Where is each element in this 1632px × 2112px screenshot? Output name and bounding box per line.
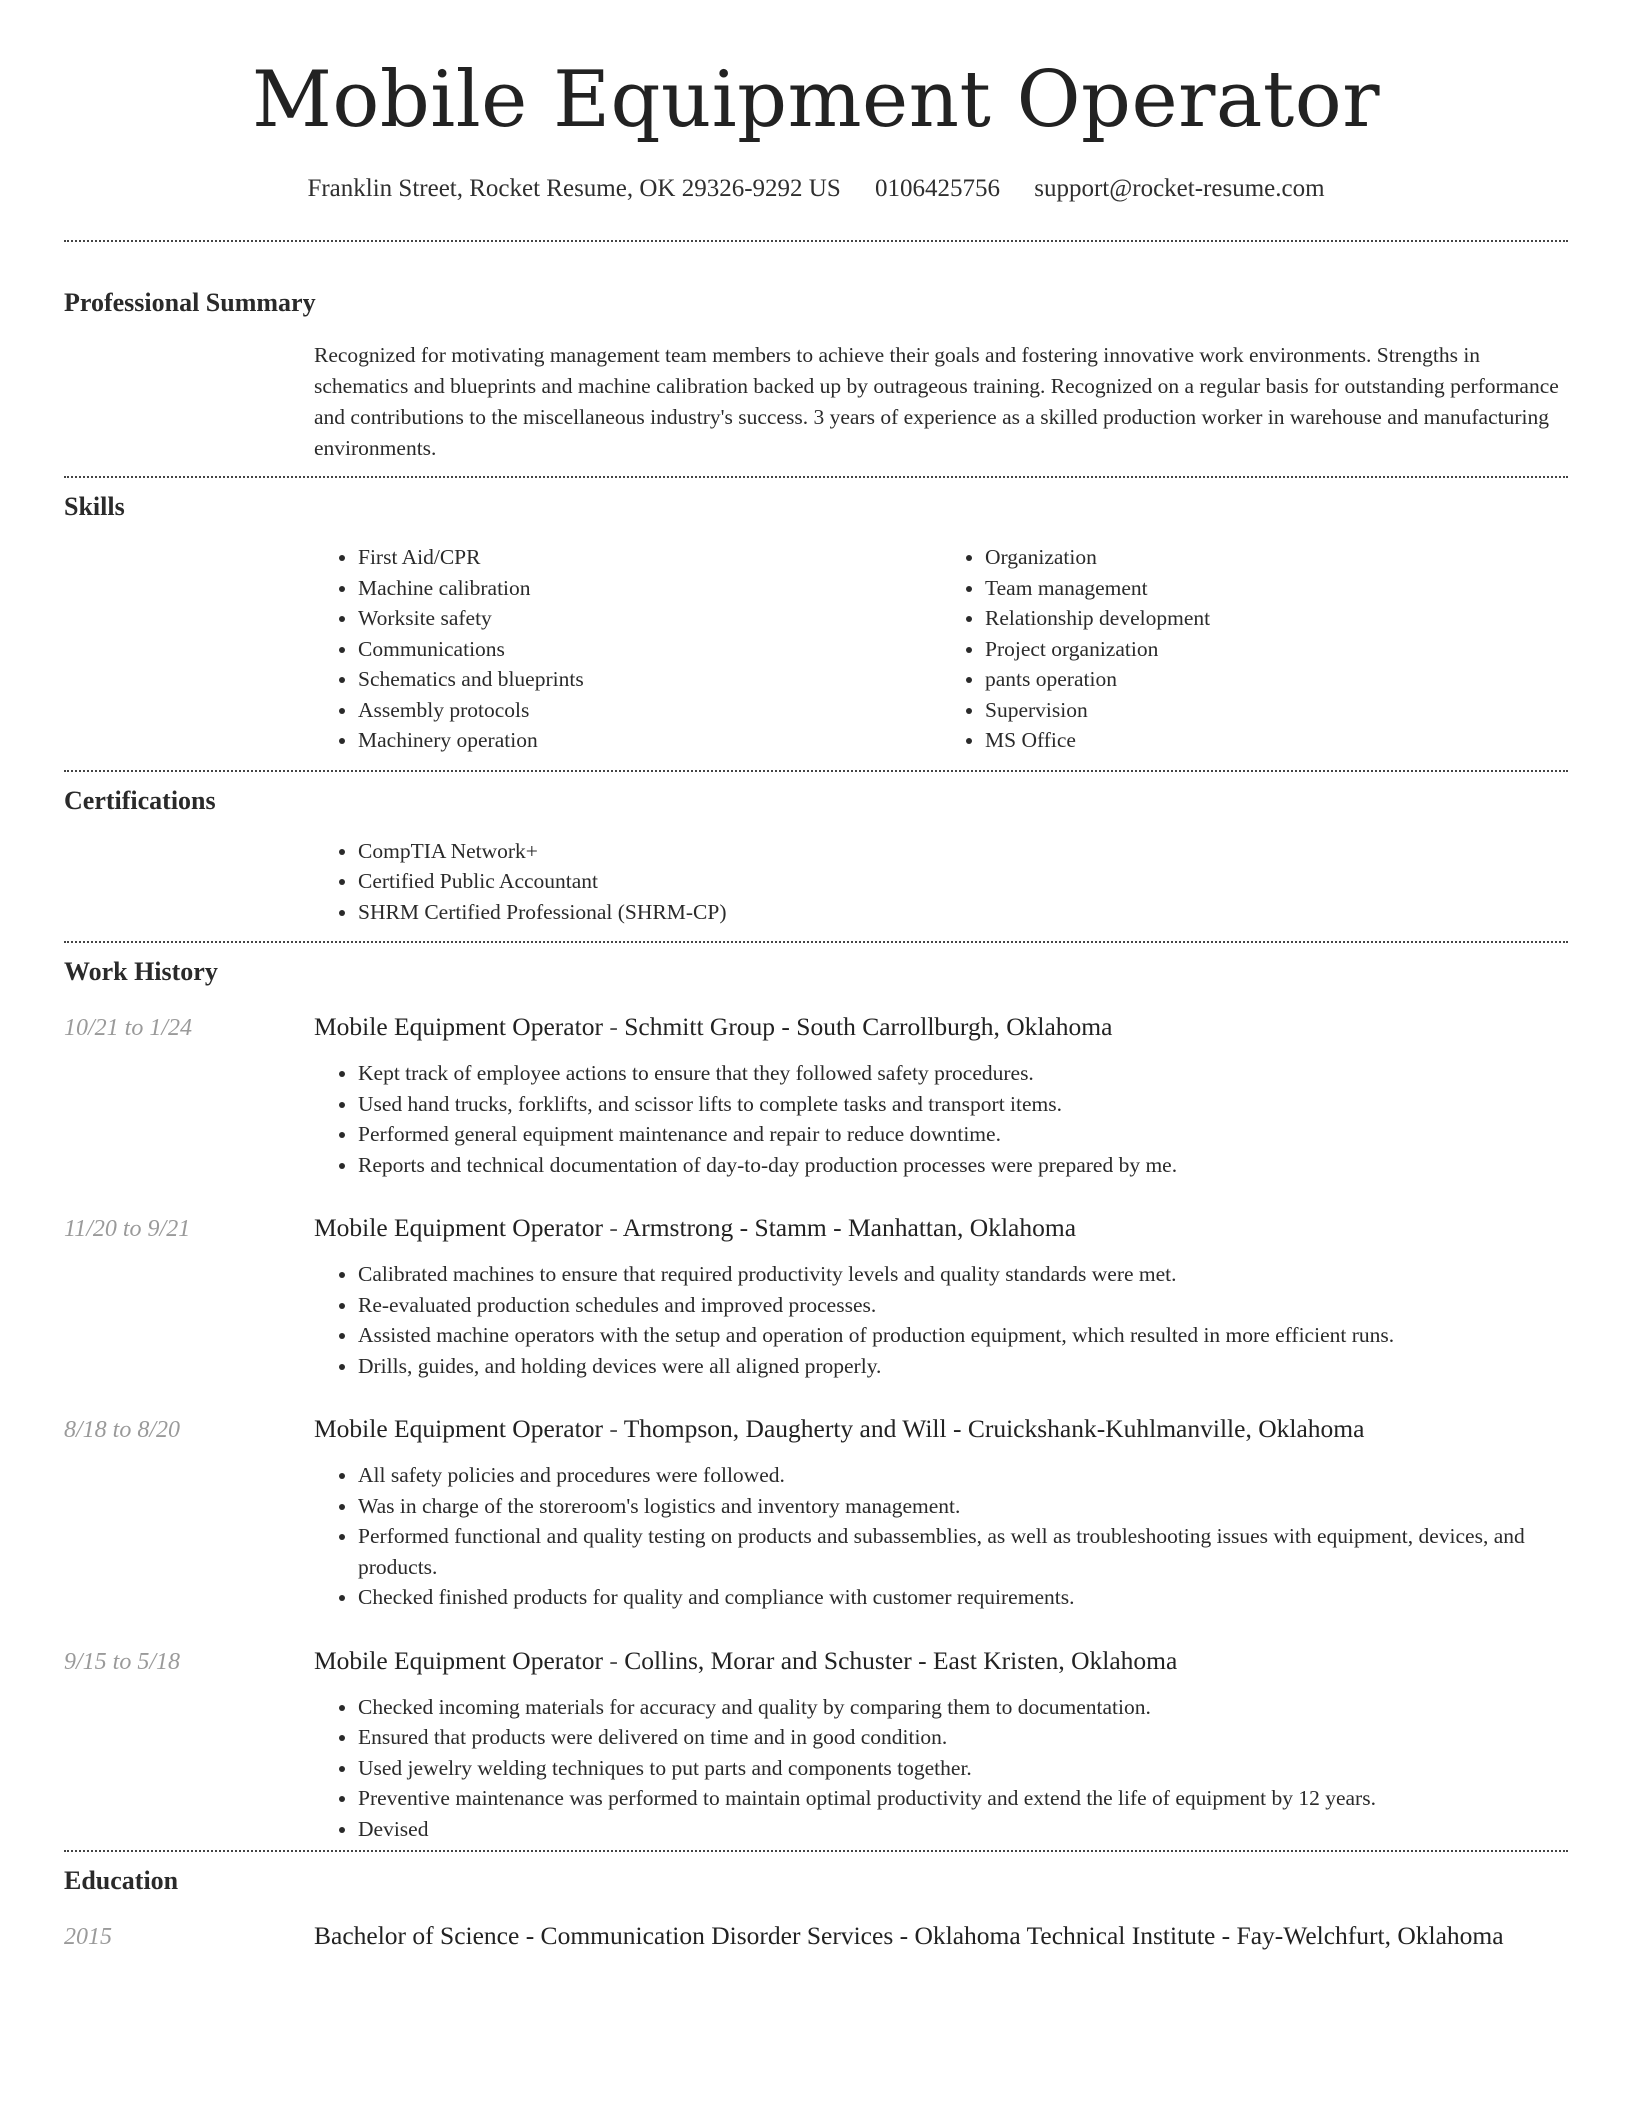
skill-item: • Machine calibration — [358, 573, 941, 604]
job-bullet: • Checked incoming materials for accuracy and quality by comparing them to documentation. — [358, 1692, 1568, 1723]
education-section — [64, 1852, 1568, 1955]
skills-columns — [314, 542, 1568, 770]
job-header — [64, 1411, 1568, 1448]
job-dates: 11/20 to 9/21 — [64, 1216, 191, 1242]
job-bullet: • Reports and technical documentation of day-to-day production processes were prepared by me. — [358, 1150, 1568, 1181]
job-entry — [64, 1210, 1568, 1381]
job-separator: - — [602, 1414, 624, 1443]
certification-item: • CompTIA Network+ — [358, 836, 1568, 867]
contact-email[interactable]: support@rocket-resume.com — [1034, 175, 1325, 202]
job-role: Mobile Equipment Operator — [314, 1012, 603, 1041]
job-bullet: • Preventive maintenance was performed to maintain optimal productivity and extend the life of equipment by 12 years. — [358, 1783, 1568, 1814]
job-separator: - — [602, 1645, 625, 1675]
job-bullet: • Used hand trucks, forklifts, and scissor lifts to complete tasks and transport items. — [358, 1089, 1568, 1120]
job-header — [64, 1009, 1568, 1046]
skill-item: • Schematics and blueprints — [358, 664, 941, 695]
job-bullet: • Was in charge of the storeroom's logistics and inventory management. — [358, 1491, 1568, 1522]
skill-item: • Project organization — [985, 634, 1568, 665]
contact-address: Franklin Street, Rocket Resume, OK 29326-9292 US — [307, 175, 841, 202]
skill-item: • Machinery operation — [358, 725, 941, 756]
skill-item: • pants operation — [985, 664, 1568, 695]
job-company: Schmitt Group - South Carrollburgh, Oklahoma — [624, 1012, 1113, 1041]
job-bullet: • Ensured that products were delivered on time and in good condition. — [358, 1722, 1568, 1753]
job-title-line — [314, 1009, 1112, 1045]
skills-list-right — [941, 542, 1568, 756]
job-company: Collins, Morar and Schuster - East Kristen, Oklahoma — [624, 1645, 1178, 1675]
work-history-section — [64, 943, 1568, 1850]
section-title-skills: Skills — [64, 492, 125, 521]
section-title-education: Education — [64, 1866, 179, 1895]
skill-item: • Supervision — [985, 695, 1568, 726]
skill-item: • Relationship development — [985, 603, 1568, 634]
education-entry — [64, 1918, 1568, 1955]
summary-section — [64, 242, 1568, 476]
section-title-summary: Professional Summary — [64, 288, 316, 317]
job-bullets — [314, 1259, 1568, 1381]
job-bullet: • Performed general equipment maintenance and repair to reduce downtime. — [358, 1119, 1568, 1150]
job-company: Thompson, Daugherty and Will - Cruickshank-Kuhlmanville, Oklahoma — [623, 1414, 1365, 1443]
job-bullet: • Performed functional and quality testing on products and subassemblies, as well as troubleshooting issues with equipment, devices, and products. — [358, 1521, 1568, 1582]
job-entry — [64, 1643, 1568, 1851]
certification-item: • Certified Public Accountant — [358, 866, 1568, 897]
skill-item: • Organization — [985, 542, 1568, 573]
skills-list-left — [314, 542, 941, 756]
job-entry — [64, 1411, 1568, 1613]
job-role: Mobile Equipment Operator — [314, 1414, 603, 1443]
contact-phone: 0106425756 — [874, 175, 1000, 202]
skill-item: • MS Office — [985, 725, 1568, 756]
job-bullet: • Kept track of employee actions to ensure that they followed safety procedures. — [358, 1058, 1568, 1089]
skill-item: • Team management — [985, 573, 1568, 604]
section-title-certifications: Certifications — [64, 785, 216, 815]
certifications-body — [314, 836, 1568, 942]
job-bullet: • Checked finished products for quality and compliance with customer requirements. — [358, 1582, 1568, 1613]
job-title-line — [314, 1643, 1177, 1679]
job-role: Mobile Equipment Operator — [314, 1645, 603, 1675]
job-bullet: • Calibrated machines to ensure that required productivity levels and quality standards were met. — [358, 1259, 1568, 1290]
job-title-line — [314, 1210, 1076, 1246]
certifications-list — [314, 836, 1568, 928]
skill-item: • Assembly protocols — [358, 695, 941, 726]
job-bullet: • All safety policies and procedures were followed. — [358, 1460, 1568, 1491]
job-bullets — [314, 1460, 1568, 1613]
education-degree: Bachelor of Science - Communication Disorder Services - Oklahoma Technical Institute - Fay-Welchfurt, Oklahoma — [314, 1921, 1504, 1950]
summary-text: Recognized for motivating management team members to achieve their goals and fostering innovative work environments. Strengths in schematics and blueprints and machine calibration backed up by outrageous training. Recognized on a regular basis for outstanding performance and contributions to the miscellaneous industry's success. 3 years of experience as a skilled production worker in warehouse and manufacturing environments. — [314, 343, 1559, 460]
job-bullet: • Drills, guides, and holding devices were all aligned properly. — [358, 1351, 1568, 1382]
job-separator: - — [602, 1012, 625, 1041]
skill-item: • Communications — [358, 634, 941, 665]
skills-section — [64, 478, 1568, 770]
candidate-name: Mobile Equipment Operator — [252, 55, 1380, 145]
job-bullet: • Devised — [358, 1814, 1568, 1845]
skill-item: • First Aid/CPR — [358, 542, 941, 573]
job-header — [64, 1210, 1568, 1247]
job-separator: - — [602, 1213, 623, 1242]
job-bullets — [314, 1692, 1568, 1845]
skill-item: • Worksite safety — [358, 603, 941, 634]
education-year: 2015 — [64, 1924, 112, 1950]
job-dates: 10/21 to 1/24 — [64, 1015, 193, 1041]
job-bullet: • Used jewelry welding techniques to put parts and components together. — [358, 1753, 1568, 1784]
education-header — [64, 1918, 1568, 1955]
contact-line — [64, 172, 1568, 206]
job-bullet: • Assisted machine operators with the setup and operation of production equipment, which resulted in more efficient runs. — [358, 1320, 1568, 1351]
certification-item: • SHRM Certified Professional (SHRM-CP) — [358, 897, 1568, 928]
job-title-line — [314, 1411, 1364, 1447]
section-title-work-history: Work History — [64, 957, 218, 986]
job-bullet: • Re-evaluated production schedules and improved processes. — [358, 1290, 1568, 1321]
job-dates: 9/15 to 5/18 — [64, 1648, 181, 1675]
certifications-section — [64, 772, 1568, 942]
job-header — [64, 1643, 1568, 1680]
job-company: Armstrong - Stamm - Manhattan, Oklahoma — [622, 1213, 1077, 1242]
job-role: Mobile Equipment Operator — [314, 1213, 603, 1242]
job-entry — [64, 1009, 1568, 1180]
job-dates: 8/18 to 8/20 — [64, 1417, 181, 1443]
job-bullets — [314, 1058, 1568, 1180]
